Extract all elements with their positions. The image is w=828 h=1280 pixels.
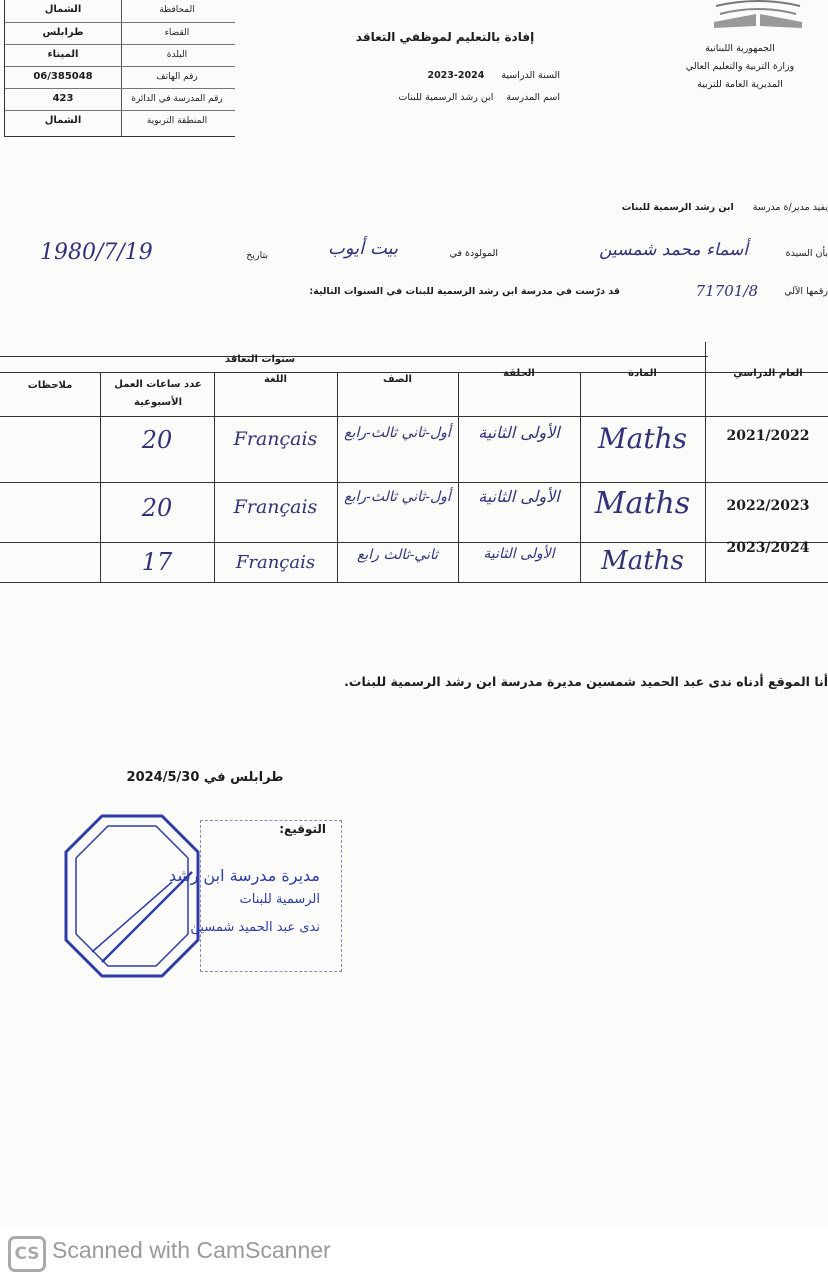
cell-hours: 20 xyxy=(141,426,173,454)
declaration-text: أنا الموقع أدناه ندى عبد الحميد شمسين مديرة مدرسة ابن رشد الرسمية للبنات. xyxy=(344,674,828,689)
info-label: رقم المدرسة في الدائرة xyxy=(131,94,223,104)
body-line-1 xyxy=(460,202,828,213)
cell-subject: Maths xyxy=(594,486,691,521)
header-language: اللغة xyxy=(264,374,287,385)
contract-years-table xyxy=(0,342,828,586)
line2-name: أسماء محمد شمسين xyxy=(599,240,748,260)
ministry-line: الجمهورية اللبنانية xyxy=(705,43,775,54)
header-class: الصف xyxy=(383,374,412,385)
cell-cycle: الأولى الثانية xyxy=(478,487,560,506)
cell-year: 2023/2024 xyxy=(726,540,810,556)
cell-language: Français xyxy=(235,552,316,573)
info-value: الشمال xyxy=(44,4,82,15)
school-value: ابن رشد الرسمية للبنات xyxy=(398,92,494,103)
table-line xyxy=(0,356,708,357)
stamp-line-3: ندى عبد الحميد شمسين xyxy=(190,920,320,935)
body-line-3 xyxy=(230,282,828,308)
cell-class: ثاني-ثالث رابع xyxy=(356,547,439,563)
body-line-2 xyxy=(30,238,828,278)
table-line xyxy=(214,372,215,582)
info-row xyxy=(5,22,235,45)
table-line xyxy=(0,416,828,417)
cell-year: 2022/2023 xyxy=(726,498,810,514)
cell-language: Français xyxy=(233,428,318,450)
camscanner-text: Scanned with CamScanner xyxy=(52,1237,331,1263)
cell-language: Français xyxy=(233,496,318,518)
ministry-logo-icon xyxy=(712,0,804,30)
info-label: المنطقة التربوية xyxy=(146,116,208,126)
document-title: إفادة بالتعليم لموظفي التعاقد xyxy=(355,30,535,44)
info-label: رقم الهاتف xyxy=(156,72,198,82)
camscanner-logo-icon: CS xyxy=(8,1236,46,1272)
cell-cycle: الأولى الثانية xyxy=(478,423,560,442)
cell-hours: 17 xyxy=(141,548,173,576)
cell-cycle: الأولى الثانية xyxy=(483,546,555,562)
line2-place: بيت أيوب xyxy=(327,238,398,259)
header-subject: المادة xyxy=(628,368,657,379)
info-value: الميناء xyxy=(47,49,79,60)
line1-prefix: يفيد مدير/ة مدرسة xyxy=(752,202,828,213)
school-line xyxy=(270,92,560,103)
info-row xyxy=(5,44,235,67)
school-info-box xyxy=(4,0,235,137)
stamp-line-1: مديرة مدرسة ابن رشد xyxy=(168,866,320,885)
header-hours: عدد ساعات العمل الأسبوعية xyxy=(114,379,202,408)
ministry-header xyxy=(660,40,820,94)
ministry-line: وزارة التربية والتعليم العالي xyxy=(685,61,795,72)
info-row xyxy=(5,0,235,22)
table-line xyxy=(0,582,828,583)
cell-class: أول-ثاني ثالث-رابع xyxy=(344,425,451,441)
year-label: السنة الدراسية xyxy=(501,70,560,81)
info-row xyxy=(5,110,235,133)
line3-rest: قد درّست في مدرسة ابن رشد الرسمية للبنات في السنوات التالية: xyxy=(309,286,620,297)
info-label: المحافظة xyxy=(159,5,195,15)
line3-prefix: رقمها الآلي xyxy=(784,286,828,297)
line2-date-label: بتاريخ xyxy=(246,250,268,261)
line3-number: 71701/8 xyxy=(695,282,758,300)
info-value: الشمال xyxy=(44,115,82,126)
cell-class: أول-ثاني ثالث-رابع xyxy=(344,489,451,505)
line2-born: المولودة في xyxy=(449,248,498,259)
stamp-line-2: الرسمية للبنات xyxy=(239,892,320,907)
header-year: العام الدراسي xyxy=(733,368,803,379)
info-value: طرابلس xyxy=(42,27,84,38)
line1-school: ابن رشد الرسمية للبنات xyxy=(621,202,734,213)
school-label: اسم المدرسة xyxy=(506,92,560,103)
ministry-line: المديرية العامة للتربية xyxy=(697,79,783,90)
info-row xyxy=(5,66,235,89)
info-value: 423 xyxy=(52,93,74,104)
cell-hours: 20 xyxy=(141,494,173,522)
info-label: القضاء xyxy=(164,28,190,38)
table-line xyxy=(0,542,828,543)
year-line xyxy=(300,70,560,81)
info-label: البلدة xyxy=(166,50,188,60)
cell-year: 2021/2022 xyxy=(726,428,810,444)
place-date: طرابلس في 2024/5/30 xyxy=(126,770,284,785)
header-cycle: الحلقة xyxy=(503,368,535,379)
table-line xyxy=(0,482,828,483)
group-header: سنوات التعاقد xyxy=(224,354,296,365)
info-value: 06/385048 xyxy=(33,71,93,82)
cell-subject: Maths xyxy=(597,422,688,455)
signature-label: التوقيع: xyxy=(279,822,326,836)
line2-prefix: بأن السيدة xyxy=(785,248,828,259)
table-line xyxy=(705,342,706,582)
info-row xyxy=(5,88,235,111)
cell-subject: Maths xyxy=(601,546,684,576)
year-value: 2024-2023 xyxy=(427,70,485,81)
line2-date: 1980/7/19 xyxy=(40,240,153,265)
header-notes: ملاحظات xyxy=(27,380,73,391)
